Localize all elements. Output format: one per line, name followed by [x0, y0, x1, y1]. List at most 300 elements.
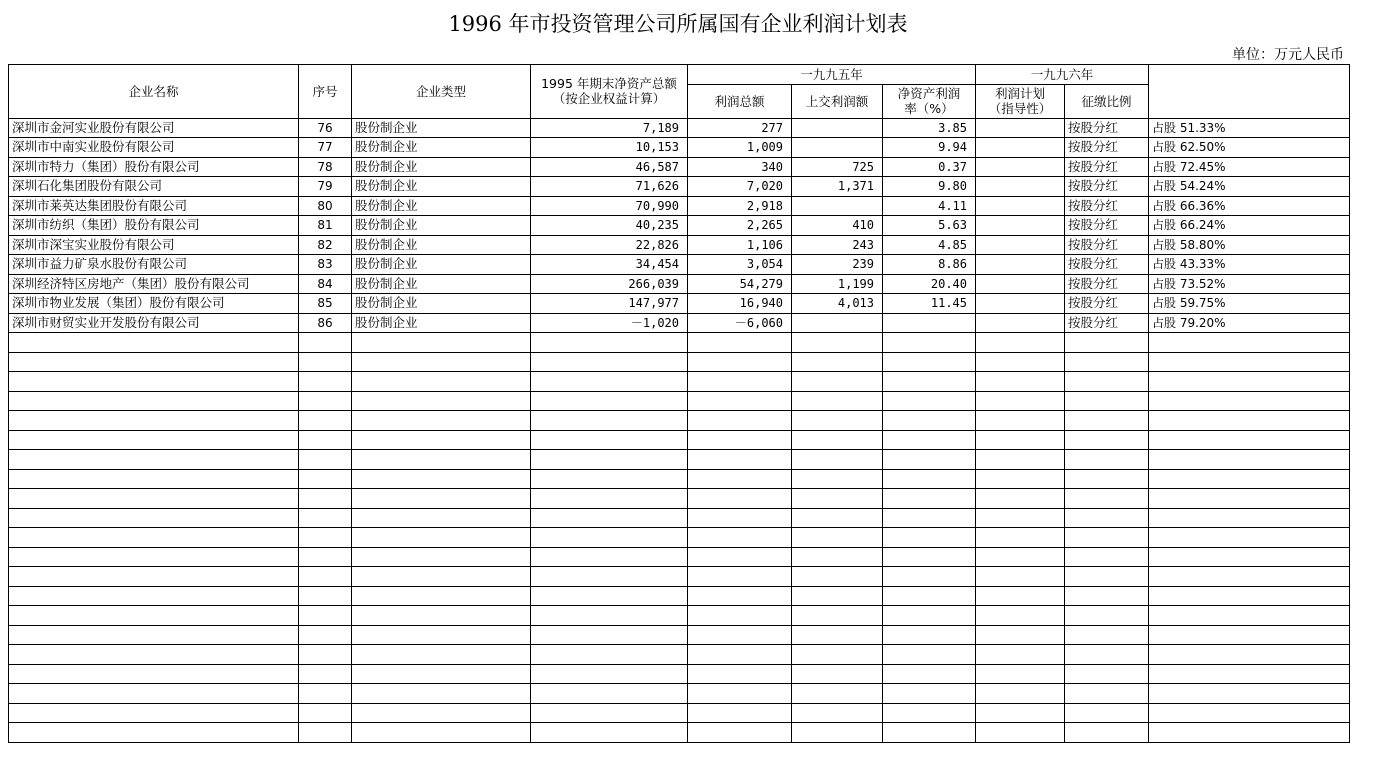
cell-roa: 8.86 — [883, 255, 976, 275]
cell-assets — [531, 625, 688, 645]
cell-share — [1149, 586, 1350, 606]
cell-levy — [1065, 703, 1149, 723]
cell-profit — [688, 723, 792, 743]
cell-name: 深圳市莱英达集团股份有限公司 — [9, 196, 299, 216]
cell-plan — [976, 723, 1065, 743]
cell-levy — [1065, 391, 1149, 411]
cell-assets — [531, 352, 688, 372]
cell-share — [1149, 411, 1350, 431]
cell-type — [352, 430, 531, 450]
cell-roa — [883, 333, 976, 353]
cell-plan — [976, 508, 1065, 528]
cell-levy — [1065, 411, 1149, 431]
cell-type: 股份制企业 — [352, 274, 531, 294]
cell-remit — [792, 489, 883, 509]
cell-type — [352, 547, 531, 567]
cell-roa — [883, 352, 976, 372]
cell-type — [352, 411, 531, 431]
cell-remit — [792, 138, 883, 158]
cell-profit — [688, 430, 792, 450]
cell-profit — [688, 352, 792, 372]
empty-row — [9, 508, 1350, 528]
cell-levy — [1065, 664, 1149, 684]
cell-share — [1149, 567, 1350, 587]
cell-levy — [1065, 645, 1149, 665]
empty-row — [9, 547, 1350, 567]
cell-share: 占股 58.80% — [1149, 235, 1350, 255]
cell-profit: 7,020 — [688, 177, 792, 197]
cell-profit — [688, 391, 792, 411]
empty-row — [9, 469, 1350, 489]
cell-name — [9, 450, 299, 470]
cell-type — [352, 664, 531, 684]
cell-plan — [976, 703, 1065, 723]
cell-assets: 46,587 — [531, 157, 688, 177]
cell-plan — [976, 118, 1065, 138]
cell-plan — [976, 391, 1065, 411]
cell-share: 占股 79.20% — [1149, 313, 1350, 333]
cell-profit — [688, 528, 792, 548]
cell-remit: 410 — [792, 216, 883, 236]
cell-profit — [688, 586, 792, 606]
cell-assets — [531, 703, 688, 723]
table-row — [9, 177, 1350, 197]
cell-profit — [688, 489, 792, 509]
cell-type — [352, 469, 531, 489]
cell-type: 股份制企业 — [352, 196, 531, 216]
cell-name: 深圳市纺织（集团）股份有限公司 — [9, 216, 299, 236]
cell-remit — [792, 684, 883, 704]
header-type: 企业类型 — [352, 65, 531, 119]
table-row — [9, 138, 1350, 158]
empty-row — [9, 372, 1350, 392]
cell-seq — [299, 469, 352, 489]
unit-label: 单位：万元人民币 — [1232, 47, 1344, 63]
cell-plan — [976, 664, 1065, 684]
cell-remit — [792, 372, 883, 392]
cell-profit: 277 — [688, 118, 792, 138]
cell-remit: 239 — [792, 255, 883, 275]
cell-seq: 86 — [299, 313, 352, 333]
cell-assets — [531, 567, 688, 587]
cell-plan — [976, 645, 1065, 665]
header-group-1996: 一九九六年 — [976, 65, 1149, 85]
cell-roa — [883, 645, 976, 665]
cell-assets — [531, 606, 688, 626]
table-row — [9, 118, 1350, 138]
cell-plan — [976, 586, 1065, 606]
cell-roa: 9.80 — [883, 177, 976, 197]
cell-profit: －6,060 — [688, 313, 792, 333]
empty-row — [9, 528, 1350, 548]
cell-plan — [976, 333, 1065, 353]
cell-type — [352, 489, 531, 509]
cell-share — [1149, 489, 1350, 509]
cell-share — [1149, 469, 1350, 489]
cell-levy — [1065, 723, 1149, 743]
cell-remit — [792, 333, 883, 353]
cell-name: 深圳市物业发展（集团）股份有限公司 — [9, 294, 299, 314]
cell-share: 占股 72.45% — [1149, 157, 1350, 177]
cell-remit: 4,013 — [792, 294, 883, 314]
cell-levy — [1065, 450, 1149, 470]
empty-row — [9, 625, 1350, 645]
empty-row — [9, 567, 1350, 587]
cell-remit: 1,199 — [792, 274, 883, 294]
cell-type: 股份制企业 — [352, 157, 531, 177]
empty-row — [9, 586, 1350, 606]
cell-profit: 2,265 — [688, 216, 792, 236]
cell-remit: 725 — [792, 157, 883, 177]
cell-remit — [792, 469, 883, 489]
cell-assets — [531, 450, 688, 470]
cell-assets — [531, 723, 688, 743]
cell-levy — [1065, 528, 1149, 548]
cell-remit — [792, 586, 883, 606]
cell-seq — [299, 352, 352, 372]
cell-share: 占股 43.33% — [1149, 255, 1350, 275]
cell-assets — [531, 333, 688, 353]
cell-type — [352, 352, 531, 372]
cell-assets: －1,020 — [531, 313, 688, 333]
cell-name — [9, 625, 299, 645]
cell-type — [352, 508, 531, 528]
cell-share — [1149, 508, 1350, 528]
cell-type: 股份制企业 — [352, 294, 531, 314]
cell-seq — [299, 489, 352, 509]
cell-seq: 82 — [299, 235, 352, 255]
cell-share — [1149, 352, 1350, 372]
cell-roa: 9.94 — [883, 138, 976, 158]
cell-profit — [688, 664, 792, 684]
cell-name — [9, 469, 299, 489]
cell-name — [9, 703, 299, 723]
cell-type — [352, 567, 531, 587]
cell-seq — [299, 723, 352, 743]
cell-roa — [883, 489, 976, 509]
cell-assets — [531, 372, 688, 392]
cell-seq: 80 — [299, 196, 352, 216]
empty-row — [9, 450, 1350, 470]
cell-seq: 83 — [299, 255, 352, 275]
cell-seq — [299, 606, 352, 626]
cell-levy — [1065, 352, 1149, 372]
cell-share: 占股 62.50% — [1149, 138, 1350, 158]
header-levy-ratio: 征缴比例 — [1065, 84, 1149, 118]
cell-name: 深圳市金河实业股份有限公司 — [9, 118, 299, 138]
cell-roa — [883, 469, 976, 489]
cell-assets: 266,039 — [531, 274, 688, 294]
cell-share — [1149, 430, 1350, 450]
cell-levy — [1065, 586, 1149, 606]
cell-type — [352, 333, 531, 353]
header-net-assets — [531, 65, 688, 119]
cell-levy — [1065, 372, 1149, 392]
cell-name — [9, 547, 299, 567]
cell-name: 深圳石化集团股份有限公司 — [9, 177, 299, 197]
cell-levy: 按股分红 — [1065, 235, 1149, 255]
cell-share — [1149, 723, 1350, 743]
cell-roa — [883, 372, 976, 392]
table-row — [9, 196, 1350, 216]
cell-seq — [299, 684, 352, 704]
cell-remit — [792, 508, 883, 528]
cell-plan — [976, 489, 1065, 509]
cell-seq: 78 — [299, 157, 352, 177]
cell-name — [9, 508, 299, 528]
cell-type — [352, 703, 531, 723]
cell-seq: 77 — [299, 138, 352, 158]
cell-plan — [976, 684, 1065, 704]
table-row — [9, 157, 1350, 177]
cell-name — [9, 430, 299, 450]
cell-type — [352, 372, 531, 392]
cell-share — [1149, 450, 1350, 470]
cell-name — [9, 333, 299, 353]
cell-plan — [976, 352, 1065, 372]
cell-plan — [976, 294, 1065, 314]
cell-assets — [531, 508, 688, 528]
cell-roa — [883, 528, 976, 548]
cell-plan — [976, 235, 1065, 255]
cell-assets: 40,235 — [531, 216, 688, 236]
cell-remit — [792, 430, 883, 450]
cell-share — [1149, 625, 1350, 645]
header-seq: 序号 — [299, 65, 352, 119]
cell-share — [1149, 703, 1350, 723]
cell-roa — [883, 586, 976, 606]
cell-profit — [688, 625, 792, 645]
cell-plan — [976, 411, 1065, 431]
cell-share — [1149, 372, 1350, 392]
cell-levy — [1065, 489, 1149, 509]
cell-levy — [1065, 684, 1149, 704]
cell-profit — [688, 333, 792, 353]
cell-plan — [976, 216, 1065, 236]
cell-seq — [299, 508, 352, 528]
header-roa-line2: 率（%） — [904, 101, 954, 116]
cell-assets — [531, 645, 688, 665]
empty-row — [9, 489, 1350, 509]
cell-name — [9, 684, 299, 704]
cell-seq — [299, 372, 352, 392]
cell-remit — [792, 567, 883, 587]
cell-assets — [531, 411, 688, 431]
empty-row — [9, 352, 1350, 372]
cell-profit: 2,918 — [688, 196, 792, 216]
cell-profit: 340 — [688, 157, 792, 177]
cell-share — [1149, 664, 1350, 684]
cell-assets — [531, 547, 688, 567]
cell-type — [352, 625, 531, 645]
cell-type — [352, 450, 531, 470]
cell-plan — [976, 469, 1065, 489]
cell-seq — [299, 333, 352, 353]
cell-remit — [792, 703, 883, 723]
cell-assets — [531, 586, 688, 606]
cell-roa — [883, 411, 976, 431]
header-group-1995: 一九九五年 — [688, 65, 976, 85]
cell-remit — [792, 528, 883, 548]
cell-profit — [688, 372, 792, 392]
cell-roa — [883, 313, 976, 333]
cell-share: 占股 73.52% — [1149, 274, 1350, 294]
cell-roa — [883, 508, 976, 528]
cell-levy: 按股分红 — [1065, 313, 1149, 333]
cell-assets — [531, 430, 688, 450]
cell-seq — [299, 625, 352, 645]
header-net-assets-line2: （按企业权益计算） — [552, 91, 666, 107]
cell-type: 股份制企业 — [352, 138, 531, 158]
cell-plan — [976, 255, 1065, 275]
empty-row — [9, 645, 1350, 665]
cell-seq — [299, 586, 352, 606]
cell-roa — [883, 430, 976, 450]
cell-levy: 按股分红 — [1065, 216, 1149, 236]
cell-type: 股份制企业 — [352, 177, 531, 197]
cell-profit — [688, 684, 792, 704]
cell-plan — [976, 138, 1065, 158]
empty-row — [9, 333, 1350, 353]
cell-assets — [531, 391, 688, 411]
cell-assets — [531, 489, 688, 509]
cell-name — [9, 489, 299, 509]
table-row — [9, 235, 1350, 255]
cell-name: 深圳市特力（集团）股份有限公司 — [9, 157, 299, 177]
cell-seq: 76 — [299, 118, 352, 138]
cell-share — [1149, 684, 1350, 704]
cell-name — [9, 586, 299, 606]
cell-type — [352, 684, 531, 704]
cell-roa: 4.11 — [883, 196, 976, 216]
cell-name — [9, 372, 299, 392]
cell-plan — [976, 606, 1065, 626]
cell-remit — [792, 723, 883, 743]
cell-seq — [299, 664, 352, 684]
cell-profit: 16,940 — [688, 294, 792, 314]
cell-levy: 按股分红 — [1065, 118, 1149, 138]
cell-share: 占股 59.75% — [1149, 294, 1350, 314]
table-row — [9, 274, 1350, 294]
cell-remit: 243 — [792, 235, 883, 255]
cell-name: 深圳经济特区房地产（集团）股份有限公司 — [9, 274, 299, 294]
cell-roa: 11.45 — [883, 294, 976, 314]
cell-profit — [688, 645, 792, 665]
cell-profit — [688, 703, 792, 723]
cell-share: 占股 54.24% — [1149, 177, 1350, 197]
header-remitted-profit: 上交利润额 — [792, 84, 883, 118]
cell-plan — [976, 196, 1065, 216]
cell-roa: 4.85 — [883, 235, 976, 255]
cell-levy: 按股分红 — [1065, 294, 1149, 314]
cell-seq — [299, 411, 352, 431]
cell-levy: 按股分红 — [1065, 177, 1149, 197]
cell-profit — [688, 411, 792, 431]
cell-roa — [883, 625, 976, 645]
cell-roa: 3.85 — [883, 118, 976, 138]
cell-plan — [976, 430, 1065, 450]
cell-assets — [531, 684, 688, 704]
cell-name — [9, 391, 299, 411]
cell-seq: 79 — [299, 177, 352, 197]
cell-levy — [1065, 625, 1149, 645]
cell-share — [1149, 606, 1350, 626]
cell-levy: 按股分红 — [1065, 138, 1149, 158]
cell-roa — [883, 684, 976, 704]
cell-remit — [792, 352, 883, 372]
cell-remit — [792, 664, 883, 684]
empty-row — [9, 684, 1350, 704]
cell-name: 深圳市深宝实业股份有限公司 — [9, 235, 299, 255]
cell-type — [352, 645, 531, 665]
cell-plan — [976, 528, 1065, 548]
cell-name — [9, 352, 299, 372]
cell-remit — [792, 625, 883, 645]
cell-seq: 85 — [299, 294, 352, 314]
cell-profit: 3,054 — [688, 255, 792, 275]
cell-profit — [688, 508, 792, 528]
cell-remit — [792, 313, 883, 333]
cell-roa: 5.63 — [883, 216, 976, 236]
cell-remit — [792, 391, 883, 411]
cell-plan — [976, 625, 1065, 645]
cell-profit — [688, 547, 792, 567]
cell-levy — [1065, 508, 1149, 528]
header-profit-total: 利润总额 — [688, 84, 792, 118]
cell-type: 股份制企业 — [352, 255, 531, 275]
empty-row — [9, 703, 1350, 723]
cell-assets: 34,454 — [531, 255, 688, 275]
cell-name — [9, 606, 299, 626]
cell-seq — [299, 391, 352, 411]
cell-roa — [883, 664, 976, 684]
header-plan-line2: （指导性） — [988, 101, 1052, 116]
cell-roa — [883, 703, 976, 723]
cell-seq: 81 — [299, 216, 352, 236]
cell-name — [9, 664, 299, 684]
cell-levy: 按股分红 — [1065, 274, 1149, 294]
cell-plan — [976, 177, 1065, 197]
header-roa — [883, 84, 976, 118]
cell-remit — [792, 196, 883, 216]
cell-roa — [883, 606, 976, 626]
cell-levy: 按股分红 — [1065, 157, 1149, 177]
cell-seq: 84 — [299, 274, 352, 294]
cell-share — [1149, 528, 1350, 548]
cell-share: 占股 66.36% — [1149, 196, 1350, 216]
cell-name — [9, 645, 299, 665]
cell-profit — [688, 606, 792, 626]
cell-share — [1149, 547, 1350, 567]
cell-assets — [531, 469, 688, 489]
cell-remit — [792, 450, 883, 470]
cell-share — [1149, 645, 1350, 665]
empty-row — [9, 430, 1350, 450]
cell-name: 深圳市中南实业股份有限公司 — [9, 138, 299, 158]
cell-type — [352, 528, 531, 548]
profit-plan-table — [8, 64, 1350, 743]
header-company-name: 企业名称 — [9, 65, 299, 119]
cell-roa — [883, 723, 976, 743]
cell-profit: 54,279 — [688, 274, 792, 294]
cell-profit: 1,106 — [688, 235, 792, 255]
cell-remit — [792, 645, 883, 665]
cell-profit: 1,009 — [688, 138, 792, 158]
cell-type — [352, 723, 531, 743]
page-title: 1996 年市投资管理公司所属国有企业利润计划表 — [448, 12, 908, 36]
cell-roa: 20.40 — [883, 274, 976, 294]
table-row — [9, 216, 1350, 236]
